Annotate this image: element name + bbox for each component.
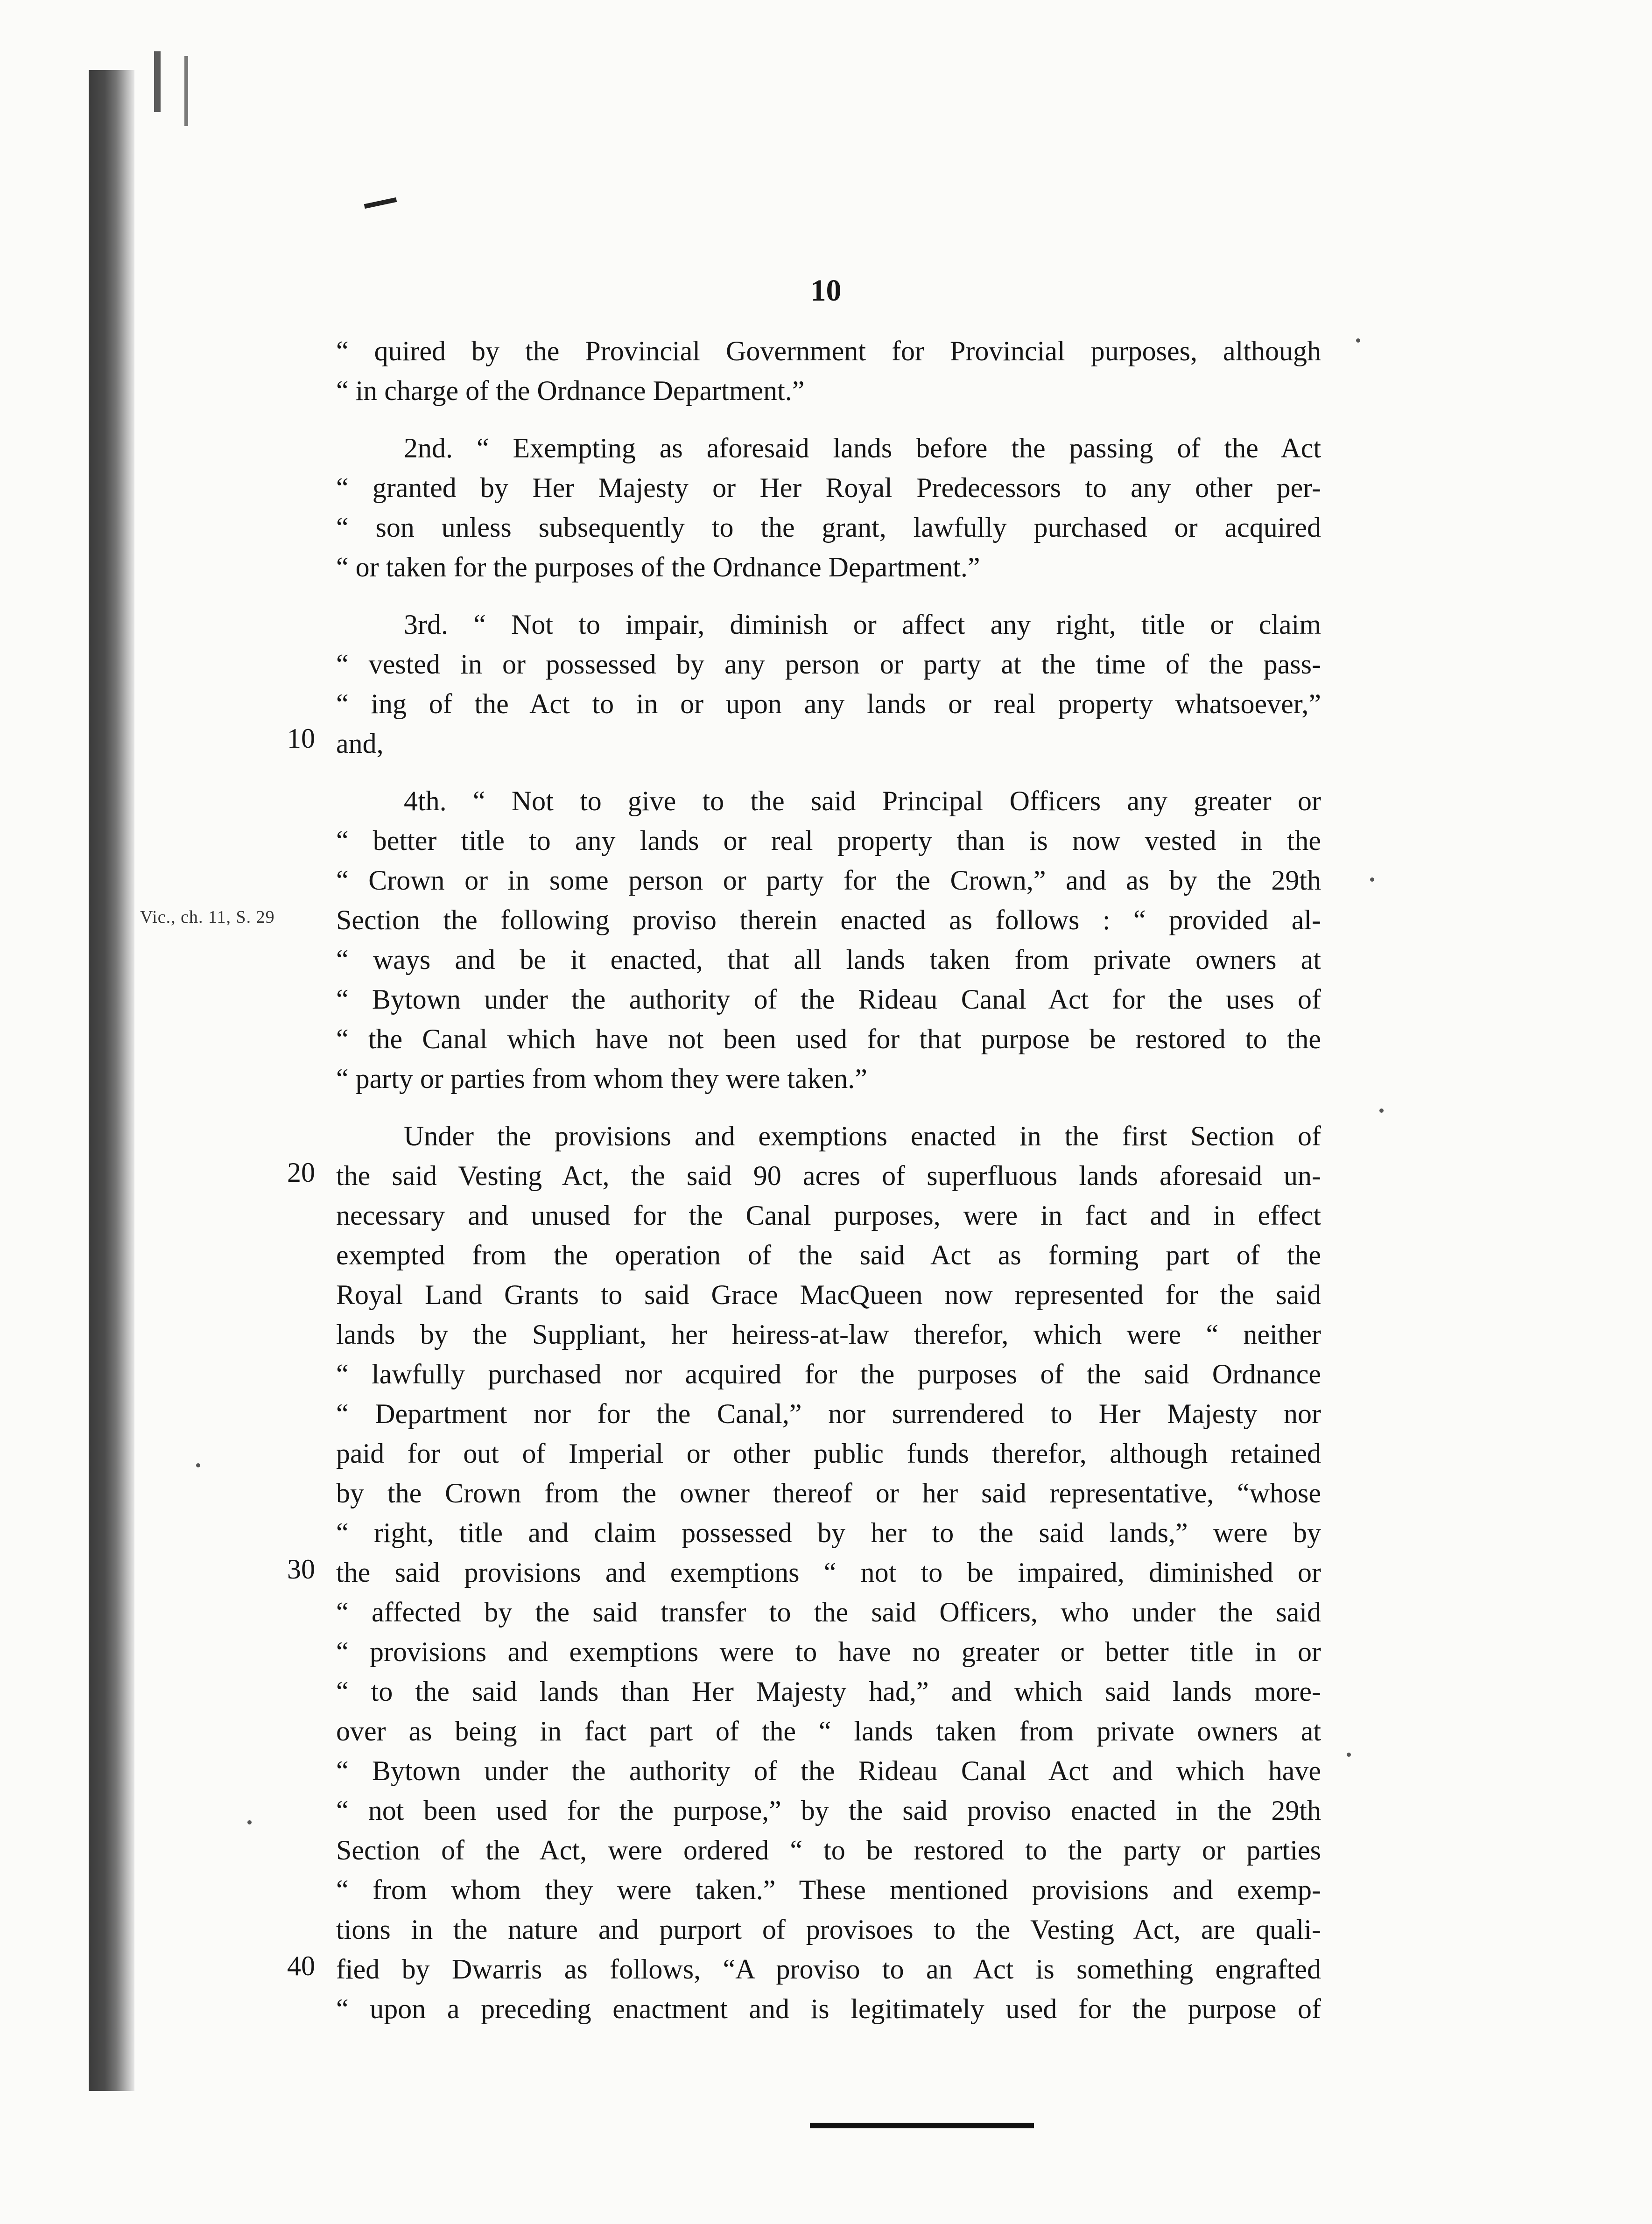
text-line: “ ways and be it enacted, that all lands taken from private owners at <box>336 944 1321 975</box>
text-line: “ Department nor for the Canal,” nor surrendered to Her Majesty nor <box>336 1398 1321 1429</box>
text-line: “ provisions and exemptions were to have no greater or better title in or <box>336 1636 1321 1667</box>
text-line: over as being in fact part of the “ lands taken from private owners at <box>336 1716 1321 1747</box>
text-line: the said provisions and exemptions “ not to be impaired, diminished or <box>336 1557 1321 1588</box>
paragraph <box>336 428 1321 587</box>
text-line: “ better title to any lands or real property than is now vested in the <box>336 825 1321 856</box>
text-line: “ affected by the said transfer to the said Officers, who under the said <box>336 1597 1321 1628</box>
line-number: 30 <box>287 1554 315 1585</box>
paragraph <box>336 331 1321 411</box>
text-line: “ upon a preceding enactment and is legitimately used for the purpose of <box>336 1993 1321 2024</box>
text-line: Section of the Act, were ordered “ to be restored to the party or parties <box>336 1835 1321 1866</box>
ink-speck <box>247 1820 252 1824</box>
text-line: lands by the Suppliant, her heiress-at-law therefor, which were “ neither <box>336 1319 1321 1350</box>
text-line: “ granted by Her Majesty or Her Royal Predecessors to any other per- <box>336 472 1321 503</box>
binding-mark <box>184 56 188 126</box>
text-line: Royal Land Grants to said Grace MacQueen now represented for the said <box>336 1279 1321 1310</box>
line-number: 10 <box>287 723 315 754</box>
line-number: 40 <box>287 1950 315 1981</box>
binding-mark <box>154 51 161 112</box>
ink-speck <box>1356 338 1360 343</box>
text-line: by the Crown from the owner thereof or her said representative, “whose <box>336 1478 1321 1508</box>
text-line: “ Bytown under the authority of the Rideau Canal Act for the uses of <box>336 984 1321 1015</box>
text-line: “ vested in or possessed by any person or party at the time of the pass- <box>336 649 1321 680</box>
text-line: 4th. “ Not to give to the said Principal Officers any greater or <box>404 786 1321 816</box>
margin-citation: Vic., ch. 11, S. 29 <box>140 907 275 927</box>
paragraph <box>336 605 1321 764</box>
text-line: 2nd. “ Exempting as aforesaid lands before the passing of the Act <box>404 433 1321 463</box>
text-line: Section the following proviso therein enacted as follows : “ provided al- <box>336 905 1321 935</box>
text-line: “ son unless subsequently to the grant, lawfully purchased or acquired <box>336 512 1321 543</box>
line-number: 20 <box>287 1157 315 1188</box>
paragraph <box>336 781 1321 1099</box>
text-line: paid for out of Imperial or other public funds therefor, although retained <box>336 1438 1321 1469</box>
ink-mark <box>364 197 397 209</box>
page-number: 10 <box>810 274 842 308</box>
text-line: “ ing of the Act to in or upon any lands or real property whatsoever,” <box>336 688 1321 719</box>
document-body <box>336 331 1321 2047</box>
text-line: “ party or parties from whom they were taken.” <box>336 1063 867 1094</box>
text-line: the said Vesting Act, the said 90 acres of superfluous lands aforesaid un- <box>336 1160 1321 1191</box>
page-binding-edge <box>89 70 134 2091</box>
text-line: exempted from the operation of the said Act as forming part of the <box>336 1240 1321 1270</box>
text-line: and, <box>336 728 384 759</box>
text-line: fied by Dwarris as follows, “A proviso to an Act is something engrafted <box>336 1954 1321 1985</box>
text-line: “ not been used for the purpose,” by the said proviso enacted in the 29th <box>336 1795 1321 1826</box>
ink-speck <box>1379 1108 1384 1113</box>
text-line: Under the provisions and exemptions enacted in the first Section of <box>404 1121 1321 1151</box>
text-line: “ Bytown under the authority of the Rideau Canal Act and which have <box>336 1755 1321 1786</box>
text-line: “ in charge of the Ordnance Department.” <box>336 375 805 406</box>
text-line: “ Crown or in some person or party for the Crown,” and as by the 29th <box>336 865 1321 896</box>
text-line: “ lawfully purchased nor acquired for the purposes of the said Ordnance <box>336 1359 1321 1389</box>
text-line: “ the Canal which have not been used for that purpose be restored to the <box>336 1024 1321 1054</box>
text-line: 3rd. “ Not to impair, diminish or affect any right, title or claim <box>404 609 1321 640</box>
ink-speck <box>196 1463 200 1467</box>
ink-speck <box>1347 1753 1351 1757</box>
text-line: tions in the nature and purport of provisoes to the Vesting Act, are quali- <box>336 1914 1321 1945</box>
paragraph <box>336 1116 1321 2029</box>
text-line: “ right, title and claim possessed by her to the said lands,” were by <box>336 1517 1321 1548</box>
text-line: “ quired by the Provincial Government for Provincial purposes, although <box>336 336 1321 366</box>
bottom-rule <box>810 2123 1034 2128</box>
text-line: “ to the said lands than Her Majesty had,” and which said lands more- <box>336 1676 1321 1707</box>
ink-speck <box>1370 877 1374 882</box>
text-line: necessary and unused for the Canal purposes, were in fact and in effect <box>336 1200 1321 1231</box>
text-line: “ or taken for the purposes of the Ordnance Department.” <box>336 552 980 582</box>
text-line: “ from whom they were taken.” These mentioned provisions and exemp- <box>336 1874 1321 1905</box>
